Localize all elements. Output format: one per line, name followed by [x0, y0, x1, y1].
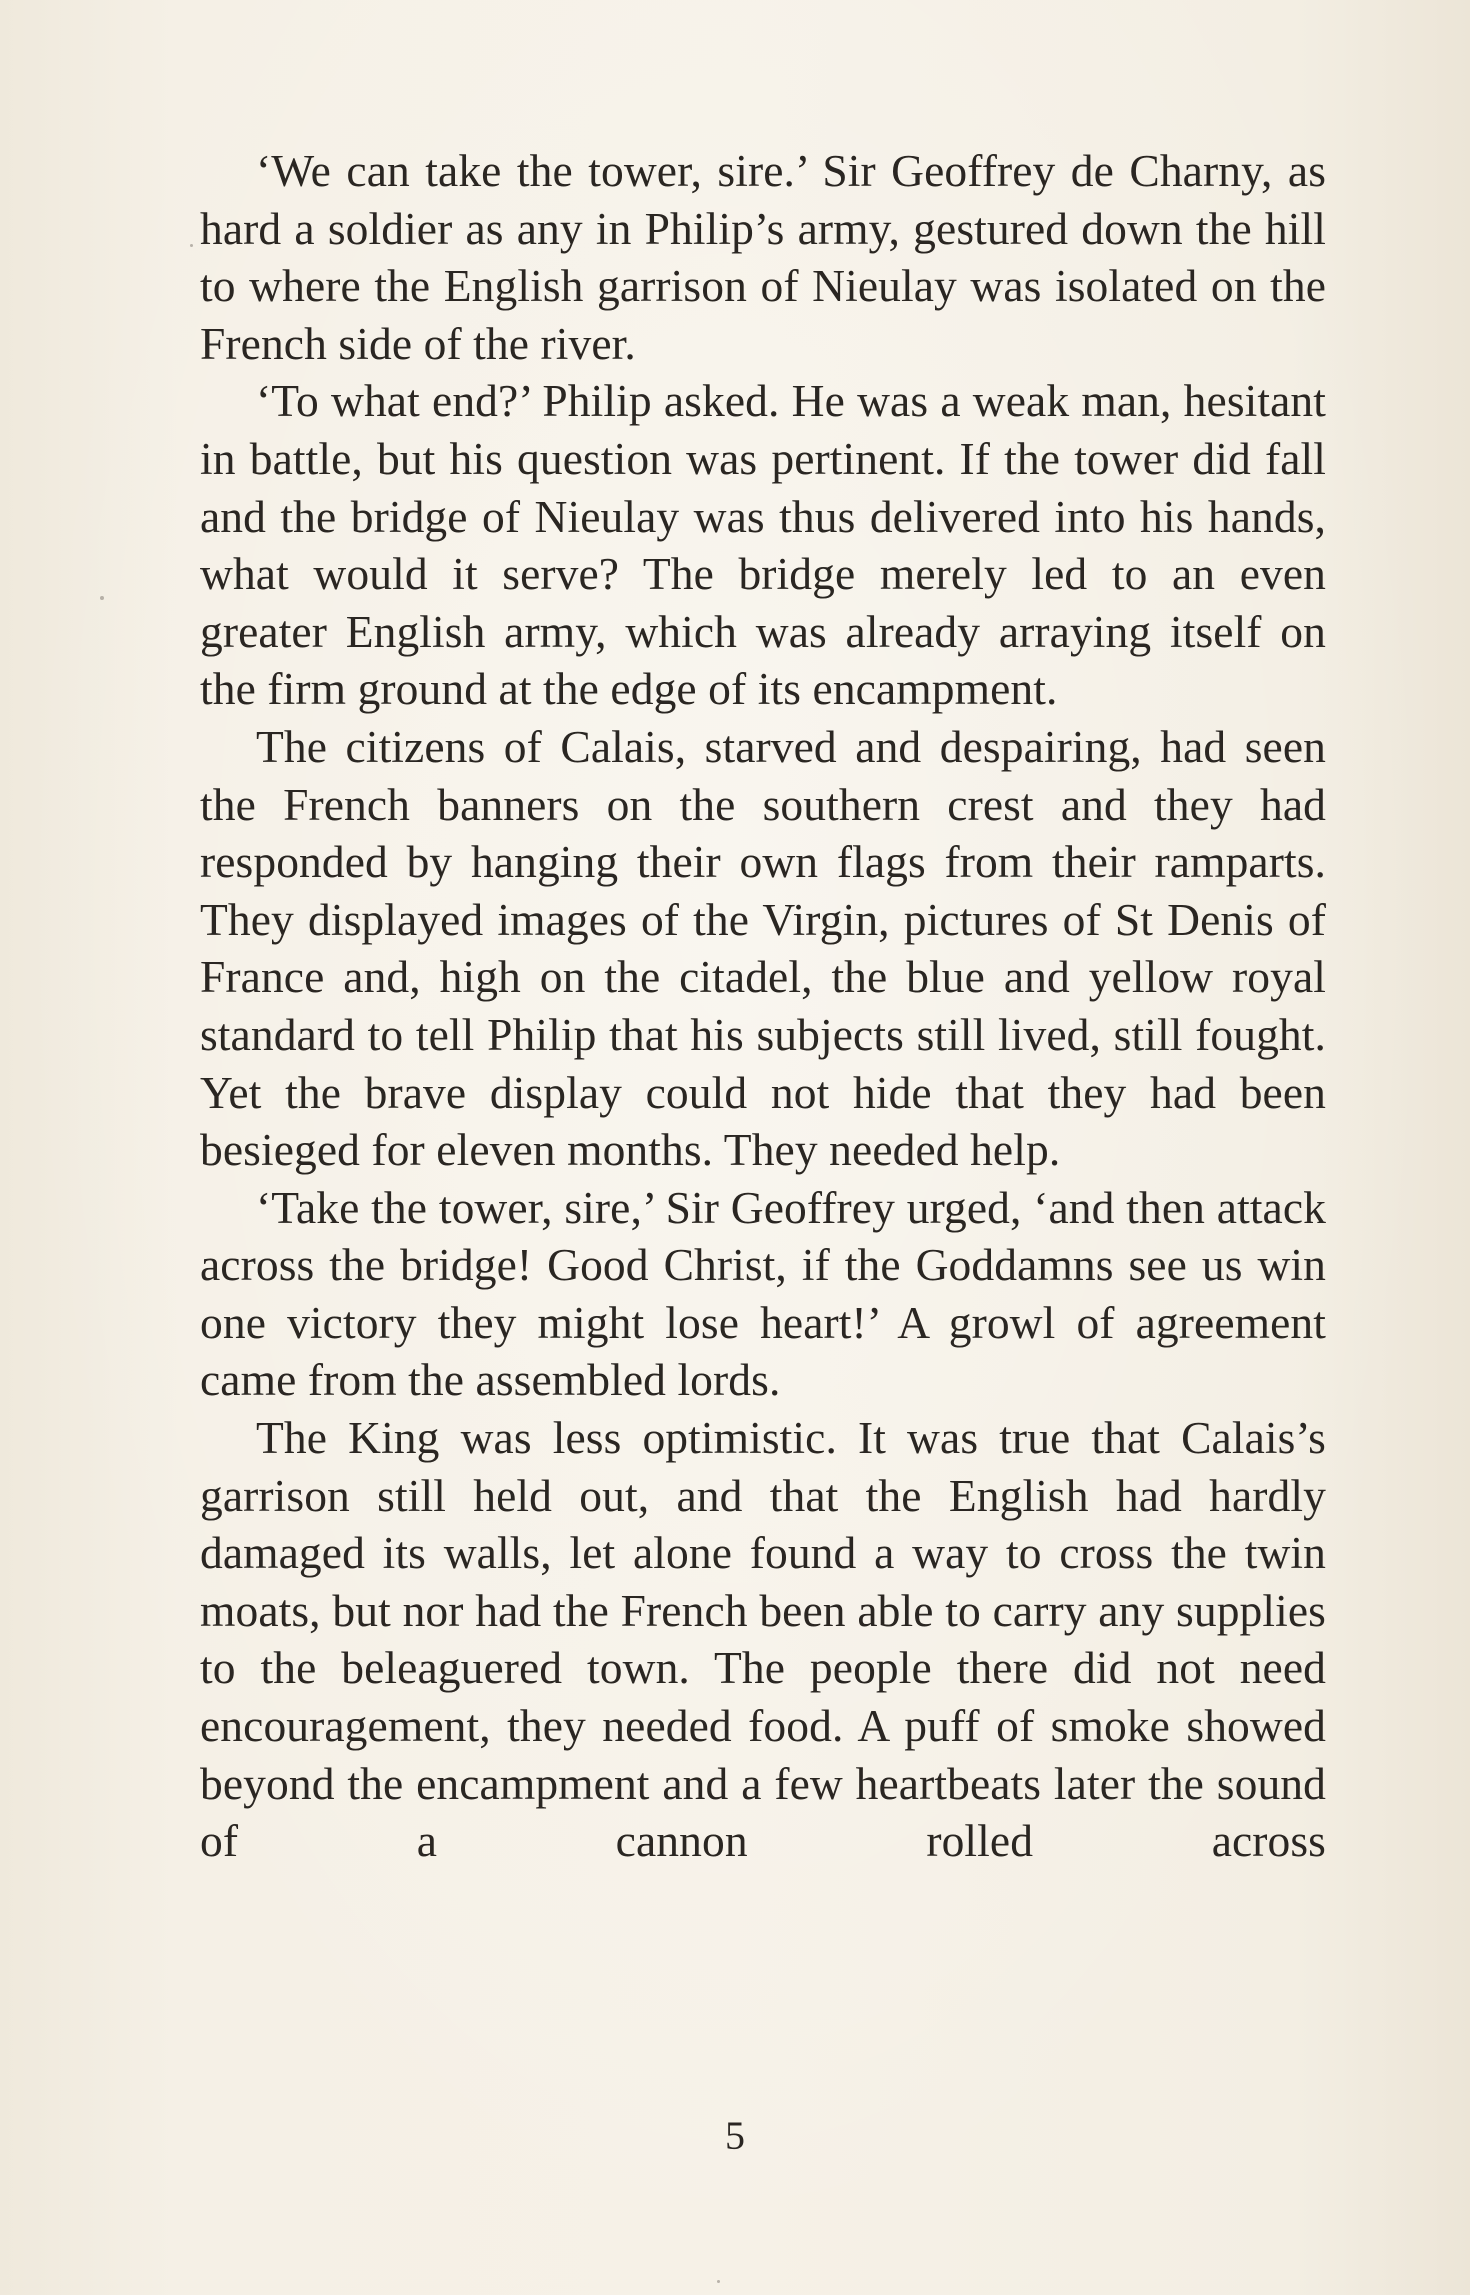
paragraph: ‘We can take the tower, sire.’ Sir Geoffrey de Charny, as hard a soldier as any in Philip’s army, gestured down the hill to where the English garrison of Nieulay was isolated on the French side of the river.	[200, 145, 1326, 369]
paper-speck	[717, 2280, 720, 2283]
page-number: 5	[725, 2113, 745, 2158]
paragraph: ‘Take the tower, sire,’ Sir Geoffrey urged, ‘and then attack across the bridge! Good Christ, if the Goddamns see us win one victory they might lose heart!’ A growl of agreement came from the assembled lords.	[200, 1181, 1326, 1406]
paper-speck	[100, 596, 104, 600]
paper-speck	[190, 244, 193, 247]
body-text	[200, 142, 1326, 1870]
paragraph: The citizens of Calais, starved and despairing, had seen the French banners on the southern crest and they had responded by hanging their own flags from their ramparts. They displayed images of the Virgin, pictures of St Denis of France and, high on the citadel, the blue and yellow royal standard to tell Philip that his subjects still lived, still fought. Yet the brave display could not hide that they had been besieged for eleven months. They needed help.	[200, 720, 1326, 1176]
paragraph-last: The King was less optimistic. It was true that Calais’s garrison still held out, and that the English had hardly damaged its walls, let alone found a way to cross the twin moats, but nor had the French been able to carry any supplies to the beleaguered town. The people there did not need encouragement, they needed food. A puff of smoke showed beyond the encampment and a few heartbeats later the sound of a cannon rolled across	[200, 1412, 1326, 1867]
paragraph: ‘To what end?’ Philip asked. He was a weak man, hesitant in battle, but his question was pertinent. If the tower did fall and the bridge of Nieulay was thus delivered into his hands, what would it serve? The bridge merely led to an even greater English army, which was already arraying itself on the firm ground at the edge of its encampment.	[200, 375, 1326, 715]
